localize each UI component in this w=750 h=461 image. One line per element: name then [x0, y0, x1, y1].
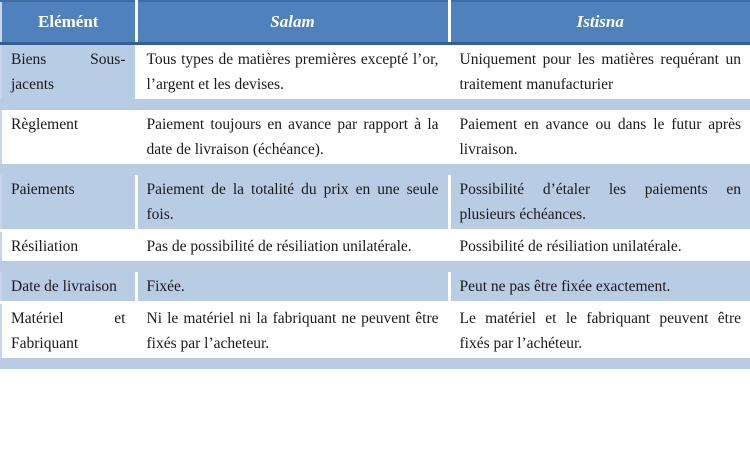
- cell-element: Biens Sous-jacents: [1, 44, 136, 105]
- column-header-istisna: Istisna: [449, 1, 750, 44]
- cell-element: Date de livraison: [1, 267, 136, 303]
- cell-element: Résiliation: [1, 231, 136, 267]
- cell-salam: Pas de possibilité de résiliation unilatérale.: [136, 231, 449, 267]
- cell-salam: Paiement de la totalité du prix en une seule fois.: [136, 170, 449, 231]
- cell-istisna: Possibilité d’étaler les paiements en plusieurs échéances.: [449, 170, 750, 231]
- cell-element: Matériel et Fabriquant: [1, 303, 136, 364]
- cell-salam: Fixée.: [136, 267, 449, 303]
- cell-salam: Paiement toujours en avance par rapport à la date de livraison (échéance).: [136, 105, 449, 170]
- cell-istisna: Peut ne pas être fixée exactement.: [449, 267, 750, 303]
- table-row: [1, 267, 750, 303]
- table-row: [1, 44, 750, 105]
- cell-istisna: Paiement en avance ou dans le futur après livraison.: [449, 105, 750, 170]
- header-row: [1, 1, 750, 44]
- table-row: [1, 303, 750, 364]
- table-row: [1, 105, 750, 170]
- cell-element: Règlement: [1, 105, 136, 170]
- cell-salam: Tous types de matières premières excepté l’or, l’argent et les devises.: [136, 44, 449, 105]
- column-header-salam: Salam: [136, 1, 449, 44]
- table-row: [1, 231, 750, 267]
- cell-salam: Ni le matériel ni la fabriquant ne peuvent être fixés par l’acheteur.: [136, 303, 449, 364]
- cell-istisna: Le matériel et le fabriquant peuvent être fixés par l’achéteur.: [449, 303, 750, 364]
- cell-istisna: Uniquement pour les matières requérant un traitement manufacturier: [449, 44, 750, 105]
- table-row: [1, 170, 750, 231]
- cell-element: Paiements: [1, 170, 136, 231]
- cell-istisna: Possibilité de résiliation unilatérale.: [449, 231, 750, 267]
- column-header-element: Elémént: [1, 1, 136, 44]
